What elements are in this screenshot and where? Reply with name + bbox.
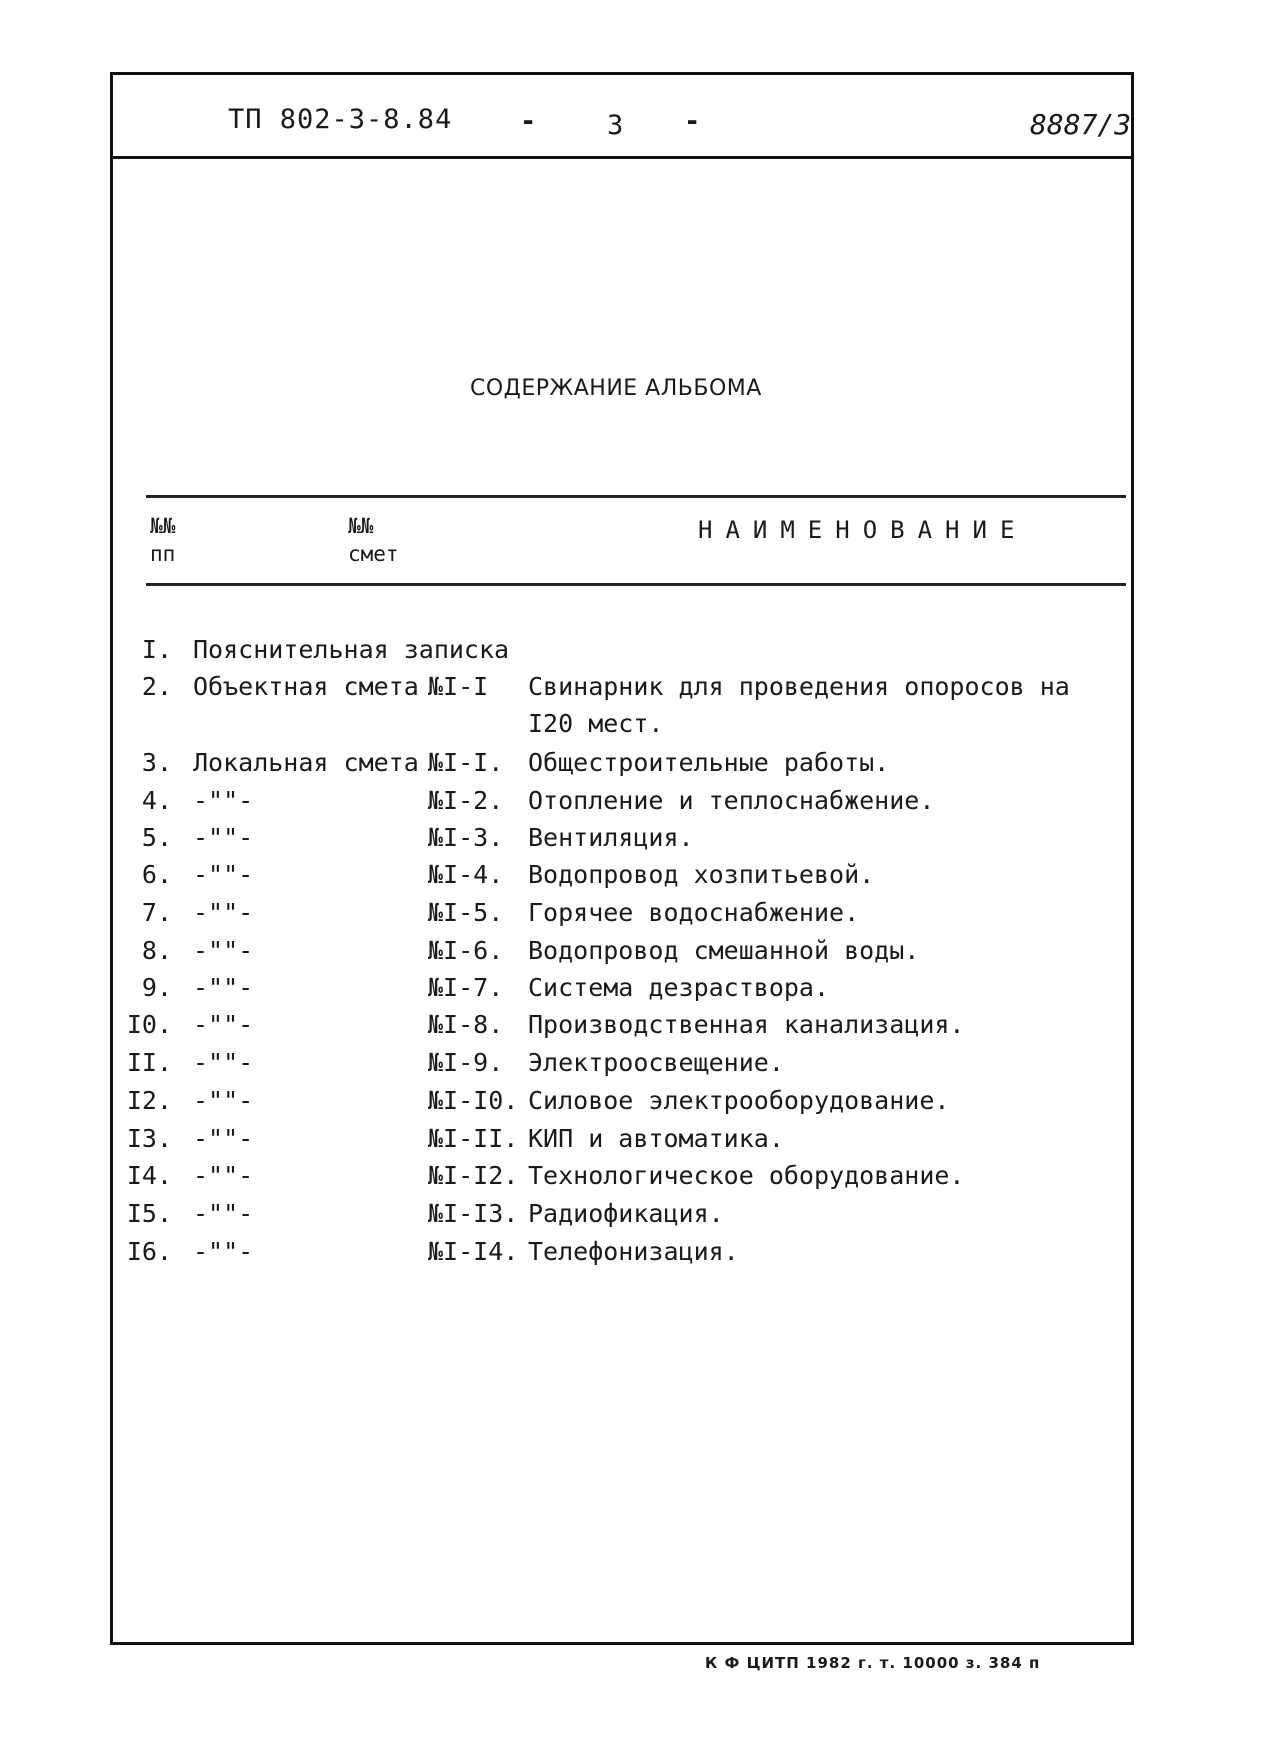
item-estimate-type: -""- — [193, 898, 254, 927]
item-estimate-code: №I-3. — [428, 823, 504, 852]
item-name: КИП и автоматика. — [528, 1124, 784, 1153]
item-number: I4. — [126, 1161, 172, 1190]
item-number: 6. — [141, 860, 172, 889]
item-estimate-code: №I-I. — [428, 748, 504, 777]
project-code: ТП 802-3-8.84 — [228, 104, 453, 135]
list-item — [0, 973, 1275, 1007]
item-estimate-type: Объектная смета — [193, 672, 419, 701]
page-frame — [110, 72, 1134, 1645]
item-number: 9. — [141, 973, 172, 1002]
item-name: Горячее водоснабжение. — [528, 898, 860, 927]
list-item — [0, 1086, 1275, 1120]
list-item — [0, 748, 1275, 782]
album-number: 8887/3 — [1030, 108, 1132, 141]
item-name: Система дезраствора. — [528, 973, 830, 1002]
print-footer: К Ф ЦИТП 1982 г. т. 10000 з. 384 п — [705, 1654, 1041, 1672]
item-estimate-code: №I-6. — [428, 936, 504, 965]
item-estimate-type: -""- — [193, 1161, 254, 1190]
column-header-smet-line1: №№ — [348, 514, 374, 538]
item-name: I20 мест. — [528, 709, 664, 738]
item-estimate-type: -""- — [193, 786, 254, 815]
list-item — [0, 786, 1275, 820]
column-header-nn-line1: №№ — [150, 514, 176, 538]
page-title: СОДЕРЖАНИЕ АЛЬБОМА — [470, 376, 762, 401]
list-item — [0, 1161, 1275, 1195]
item-name: Свинарник для проведения опоросов на — [528, 672, 1070, 701]
list-item — [0, 823, 1275, 857]
item-estimate-type: -""- — [193, 1237, 254, 1266]
column-header-smet-line2: смет — [348, 542, 399, 566]
item-estimate-type: -""- — [193, 1048, 254, 1077]
item-name: Технологическое оборудование. — [528, 1161, 965, 1190]
column-header-name: НАИМЕНОВАНИЕ — [698, 516, 1028, 544]
item-name: Силовое электрооборудование. — [528, 1086, 950, 1115]
item-number: I0. — [126, 1010, 172, 1039]
item-number: II. — [126, 1048, 172, 1077]
list-item — [0, 1010, 1275, 1044]
item-number: I3. — [126, 1124, 172, 1153]
item-estimate-type: -""- — [193, 860, 254, 889]
item-name: Радиофикация. — [528, 1199, 724, 1228]
item-name: Водопровод хозпитьевой. — [528, 860, 875, 889]
list-item — [0, 936, 1275, 970]
table-top-rule — [146, 495, 1126, 498]
item-estimate-type: -""- — [193, 1124, 254, 1153]
column-header-smet — [348, 512, 399, 568]
list-item — [0, 1199, 1275, 1233]
list-item — [0, 672, 1275, 706]
list-item — [0, 1237, 1275, 1271]
item-number: 8. — [141, 936, 172, 965]
list-item — [0, 635, 1275, 669]
item-estimate-type: Локальная смета — [193, 748, 419, 777]
item-estimate-code: №I-I2. — [428, 1161, 519, 1190]
item-name: Электроосвещение. — [528, 1048, 784, 1077]
item-estimate-code: №I-I0. — [428, 1086, 519, 1115]
item-number: 4. — [141, 786, 172, 815]
list-item — [0, 1124, 1275, 1158]
item-number: 3. — [141, 748, 172, 777]
item-number: 5. — [141, 823, 172, 852]
item-number: I6. — [126, 1237, 172, 1266]
item-estimate-code: №I-2. — [428, 786, 504, 815]
item-estimate-code: №I-8. — [428, 1010, 504, 1039]
column-header-nn-line2: пп — [150, 542, 176, 566]
page-number: 3 — [607, 110, 624, 141]
item-number: I2. — [126, 1086, 172, 1115]
item-estimate-code: №I-I4. — [428, 1237, 519, 1266]
item-number: 7. — [141, 898, 172, 927]
list-item — [0, 898, 1275, 932]
item-name: Производственная канализация. — [528, 1010, 965, 1039]
item-estimate-type: Пояснительная записка — [193, 635, 510, 664]
item-estimate-type: -""- — [193, 1086, 254, 1115]
item-estimate-type: -""- — [193, 1010, 254, 1039]
item-estimate-code: №I-II. — [428, 1124, 519, 1153]
item-estimate-code: №I-7. — [428, 973, 504, 1002]
item-number: I. — [141, 635, 172, 664]
item-estimate-code: №I-4. — [428, 860, 504, 889]
list-item — [0, 860, 1275, 894]
header-dash-right: - — [684, 106, 701, 137]
header-dash-left: - — [520, 106, 537, 137]
column-header-nn — [150, 512, 175, 568]
item-name: Вентиляция. — [528, 823, 694, 852]
list-item — [0, 709, 1275, 743]
item-name: Отопление и теплоснабжение. — [528, 786, 935, 815]
item-name: Общестроительные работы. — [528, 748, 890, 777]
item-estimate-code: №I-5. — [428, 898, 504, 927]
item-estimate-code: №I-I3. — [428, 1199, 519, 1228]
item-estimate-code: №I-I — [428, 672, 489, 701]
item-name: Телефонизация. — [528, 1237, 739, 1266]
item-estimate-type: -""- — [193, 936, 254, 965]
table-header-rule — [146, 583, 1126, 586]
item-estimate-type: -""- — [193, 973, 254, 1002]
item-name: Водопровод смешанной воды. — [528, 936, 920, 965]
item-number: 2. — [141, 672, 172, 701]
header-divider — [110, 156, 1134, 159]
item-estimate-type: -""- — [193, 1199, 254, 1228]
list-item — [0, 1048, 1275, 1082]
item-number: I5. — [126, 1199, 172, 1228]
item-estimate-type: -""- — [193, 823, 254, 852]
item-estimate-code: №I-9. — [428, 1048, 504, 1077]
